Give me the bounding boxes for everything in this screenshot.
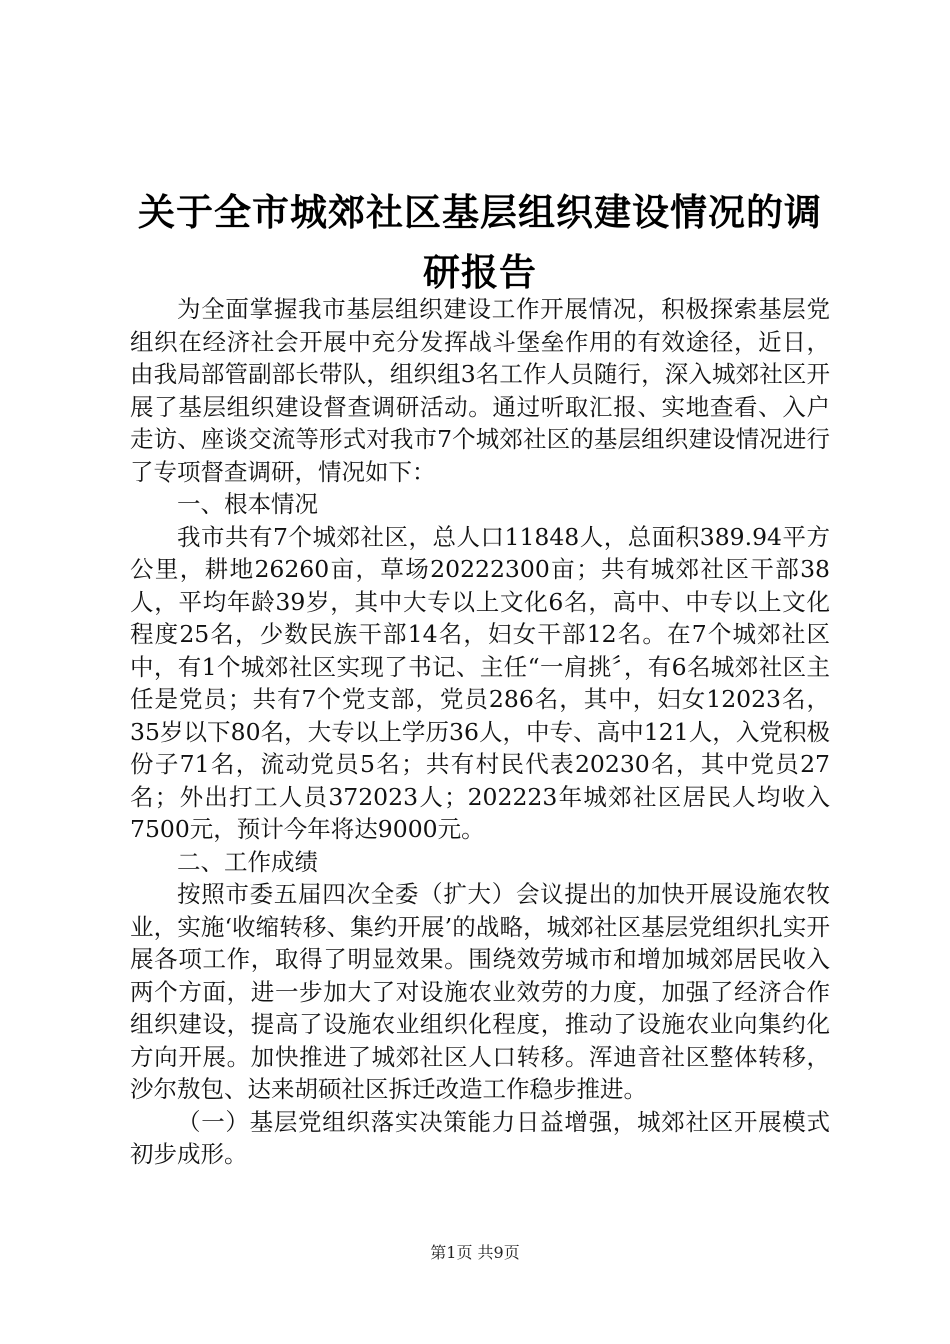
section-heading-achievements: 二、工作成绩 (177, 847, 318, 876)
section-heading-basic-situation: 一、根本情况 (177, 490, 318, 518)
document-body (130, 293, 830, 1171)
paragraph-intro: 为全面掌握我市基层组织建设工作开展情况，积极探索基层党组织在经济社会开展中充分发挥战斗堡垒作用的有效途径，近日，由我局部管副部长带队，组织组3名工作人员随行，深入城郊社区开展了基层组织建设督查调研活动。通过听取汇报、实地查看、入户走访、座谈交流等形式对我市7个城郊社区的基层组织建设情况进行了专项督查调研，情况如下： (130, 295, 830, 486)
paragraph-achievements: 按照市委五届四次全委（扩大）会议提出的加快开展设施农牧业，实施‘收缩转移、集约开展’的战略，城郊社区基层党组织扎实开展各项工作，取得了明显效果。围绕效劳城市和增加城郊居民收入两个方面，进一步加大了对设施农业效劳的力度，加强了经济合作组织建设，提高了设施农业组织化程度，推动了设施农业向集约化方向开展。加快推进了城郊社区人口转移。浑迪音社区整体转移，沙尔敖包、达来胡硕社区拆迁改造工作稳步推进。 (130, 880, 830, 1103)
subsection-heading-1: （一）基层党组织落实决策能力日益增强，城郊社区开展模式初步成形。 (130, 1107, 830, 1168)
document-title: 关于全市城郊社区基层组织建设情况的调研报告 (138, 191, 822, 294)
page-footer: 第1页 共9页 (430, 1243, 520, 1262)
paragraph-basic-situation: 我市共有7个城郊社区，总人口11848人，总面积389.94平方公里，耕地26260亩，草场20222300亩；共有城郊社区干部38人，平均年龄39岁，其中大专以上文化6名，高中、中专以上文化程度25名，少数民族干部14名，妇女干部12名。在7个城郊社区中，有1个城郊社区实现了书记、主任“一肩挑〞，有6名城郊社区主任是党员；共有7个党支部，党员286名，其中，妇女12023名，35岁以下80名，大专以上学历36人，中专、高中121人，入党积极份子71名，流动党员5名；共有村民代表20230名，其中党员27名；外出打工人员372023人；202223年城郊社区居民人均收入7500元，预计今年将达9000元。 (130, 522, 830, 843)
